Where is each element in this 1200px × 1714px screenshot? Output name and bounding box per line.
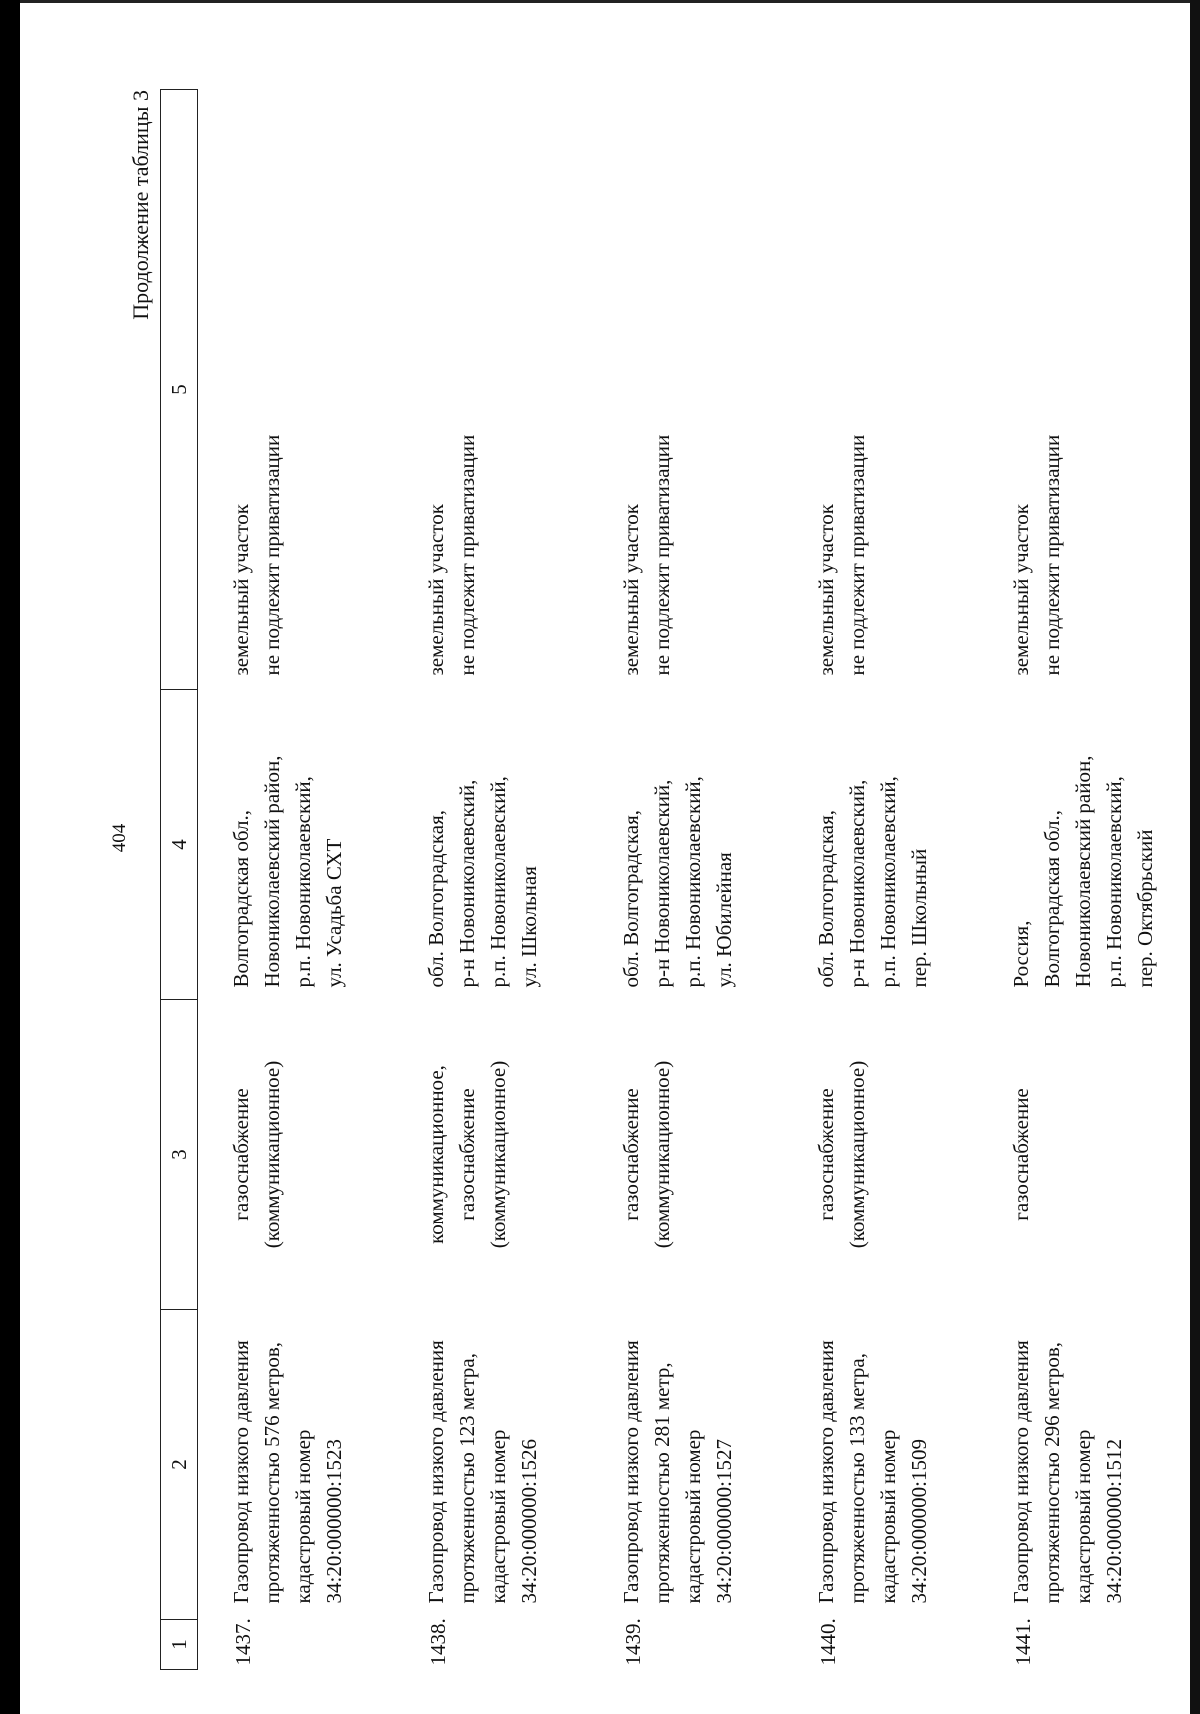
status-cell: [393, 90, 588, 690]
status-cell: [978, 90, 1173, 690]
object-name-cell-line: протяженностью 133 метра,: [845, 1353, 869, 1604]
status-cell-line: земельный участок: [229, 504, 253, 676]
status-cell: [198, 90, 394, 690]
address-cell-line: Новониколаевский район,: [1071, 755, 1095, 988]
status-cell: [588, 90, 783, 690]
scan-edge-left: [0, 0, 20, 1714]
status-cell-line: не подлежит приватизации: [1040, 434, 1064, 676]
table-row: [393, 90, 588, 1670]
status-cell-line: не подлежит приватизации: [650, 434, 674, 676]
address-cell-line: р.п. Новониколаевский,: [681, 776, 705, 988]
object-name-cell: [978, 1310, 1173, 1620]
status-cell: [783, 90, 978, 690]
object-name-cell: [588, 1310, 783, 1620]
purpose-cell: [393, 1000, 588, 1310]
object-name-cell-line: протяженностью 296 метров,: [1040, 1341, 1064, 1604]
address-cell-line: р.п. Новониколаевский,: [486, 776, 510, 988]
column-header-4: 4: [161, 690, 198, 1000]
row-number: 1437.: [231, 1618, 255, 1666]
object-name-cell-line: Газопровод низкого давления: [424, 1340, 448, 1604]
address-cell-line: обл. Волгоградская,: [814, 810, 838, 988]
status-cell-line: земельный участок: [1009, 504, 1033, 676]
status-cell-line: земельный участок: [424, 504, 448, 676]
column-header-5: 5: [161, 90, 198, 690]
object-name-cell-line: 34:20:000000:1523: [322, 1438, 346, 1604]
address-cell-line: Новониколаевский район,: [260, 755, 284, 988]
object-name-cell: [783, 1310, 978, 1620]
address-cell-line: пер. Октябрьский: [1133, 829, 1157, 988]
page-number: 404: [109, 823, 130, 853]
object-name-cell-line: протяженностью 123 метра,: [455, 1353, 479, 1604]
table-header-row: [161, 90, 198, 1670]
table-body: [198, 90, 1174, 1670]
purpose-cell-line: (коммуникационное): [650, 1060, 674, 1249]
column-header-1: 1: [161, 1620, 198, 1670]
object-name-cell-line: протяженностью 576 метров,: [260, 1341, 284, 1604]
address-cell-line: р.п. Новониколаевский,: [1102, 776, 1126, 988]
object-name-cell-line: 34:20:000000:1509: [907, 1438, 931, 1604]
address-cell-line: р.п. Новониколаевский,: [876, 776, 900, 988]
scan-edge-top: [20, 0, 1200, 3]
object-name-cell-line: 34:20:000000:1512: [1102, 1438, 1126, 1604]
address-cell-line: обл. Волгоградская,: [619, 810, 643, 988]
row-number: 1440.: [816, 1618, 840, 1666]
address-cell: [393, 690, 588, 1000]
address-cell-line: ул. Усадьба СХТ: [322, 838, 346, 988]
table-row: [198, 90, 394, 1670]
column-header-2: 2: [161, 1310, 198, 1620]
object-name-cell: [393, 1310, 588, 1620]
address-cell-line: ул. Школьная: [517, 866, 541, 988]
purpose-cell-line: (коммуникационное): [845, 1060, 869, 1249]
address-cell-line: пер. Школьный: [907, 848, 931, 988]
object-name-cell-line: кадастровый номер: [486, 1429, 510, 1604]
object-name-cell: [198, 1310, 394, 1620]
address-cell-line: р-н Новониколаевский,: [650, 779, 674, 988]
property-table: [160, 89, 1173, 1670]
purpose-cell-line: газоснабжение: [229, 1088, 253, 1221]
object-name-cell-line: 34:20:000000:1526: [517, 1438, 541, 1604]
purpose-cell-line: (коммуникационное): [486, 1060, 510, 1249]
object-name-cell-line: Газопровод низкого давления: [814, 1340, 838, 1604]
address-cell-line: обл. Волгоградская,: [424, 810, 448, 988]
scan-edge-right: [1190, 0, 1200, 1714]
object-name-cell-line: Газопровод низкого давления: [1009, 1340, 1033, 1604]
address-cell-line: Волгоградская обл.,: [1040, 810, 1064, 988]
status-cell-line: не подлежит приватизации: [845, 434, 869, 676]
purpose-cell: [588, 1000, 783, 1310]
address-cell-line: Россия,: [1009, 920, 1033, 988]
address-cell: [588, 690, 783, 1000]
address-cell-line: Волгоградская обл.,: [229, 810, 253, 988]
table-row: [978, 90, 1173, 1670]
address-cell-line: р-н Новониколаевский,: [845, 779, 869, 988]
purpose-cell-line: газоснабжение: [619, 1088, 643, 1221]
object-name-cell-line: 34:20:000000:1527: [712, 1438, 736, 1604]
purpose-cell-line: газоснабжение: [455, 1088, 479, 1221]
purpose-cell: [198, 1000, 394, 1310]
object-name-cell-line: Газопровод низкого давления: [619, 1340, 643, 1604]
row-number: 1439.: [621, 1618, 645, 1666]
purpose-cell: [978, 1000, 1173, 1310]
address-cell: [783, 690, 978, 1000]
address-cell: [198, 690, 394, 1000]
object-name-cell-line: кадастровый номер: [876, 1429, 900, 1604]
purpose-cell-line: газоснабжение: [1009, 1088, 1033, 1221]
address-cell: [978, 690, 1173, 1000]
status-cell-line: земельный участок: [814, 504, 838, 676]
table-row: [588, 90, 783, 1670]
purpose-cell: [783, 1000, 978, 1310]
table-row: [783, 90, 978, 1670]
status-cell-line: не подлежит приватизации: [260, 434, 284, 676]
rotated-page: [120, 90, 1157, 1670]
status-cell-line: земельный участок: [619, 504, 643, 676]
purpose-cell-line: (коммуникационное): [260, 1060, 284, 1249]
row-number: 1441.: [1011, 1618, 1035, 1666]
object-name-cell-line: кадастровый номер: [1071, 1429, 1095, 1604]
purpose-cell-line: газоснабжение: [814, 1088, 838, 1221]
column-header-3: 3: [161, 1000, 198, 1310]
object-name-cell-line: кадастровый номер: [681, 1429, 705, 1604]
row-number: 1438.: [426, 1618, 450, 1666]
table-caption: Продолжение таблицы 3: [128, 90, 153, 320]
object-name-cell-line: кадастровый номер: [291, 1429, 315, 1604]
address-cell-line: р-н Новониколаевский,: [455, 779, 479, 988]
address-cell-line: р.п. Новониколаевский,: [291, 776, 315, 988]
status-cell-line: не подлежит приватизации: [455, 434, 479, 676]
purpose-cell-line: коммуникационное,: [424, 1065, 448, 1244]
object-name-cell-line: протяженностью 281 метр,: [650, 1362, 674, 1604]
address-cell-line: ул. Юбилейная: [712, 852, 736, 988]
object-name-cell-line: Газопровод низкого давления: [229, 1340, 253, 1604]
